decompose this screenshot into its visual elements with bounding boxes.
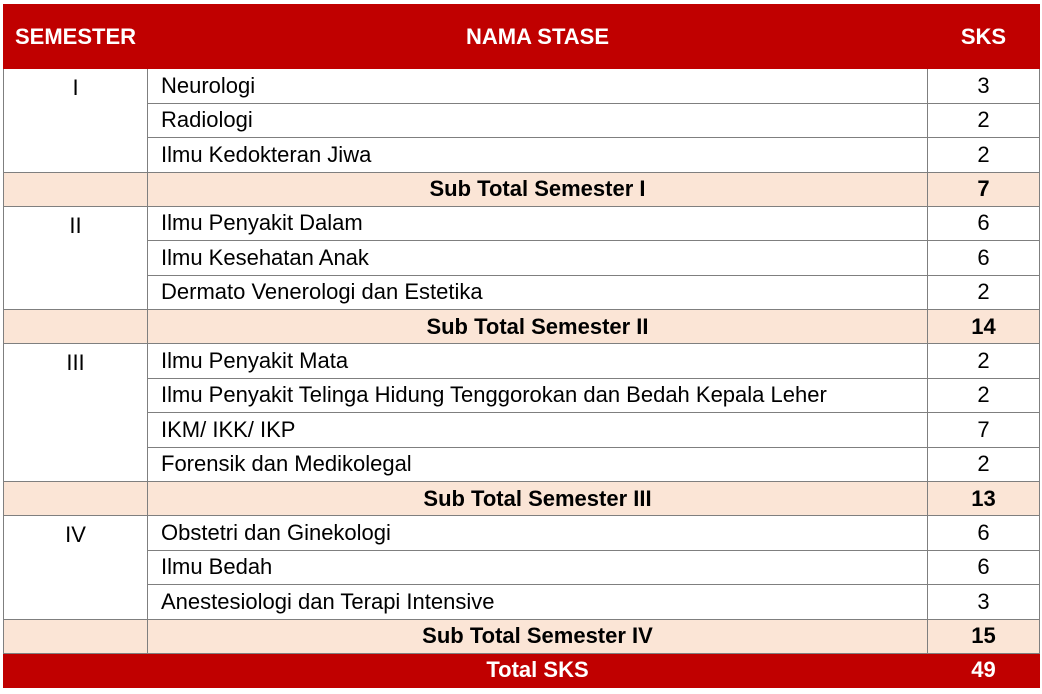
stase-sks: 2: [928, 103, 1040, 138]
table-row: [4, 138, 1040, 173]
table-row: [4, 550, 1040, 585]
stase-name: Ilmu Penyakit Telinga Hidung Tenggorokan dan Bedah Kepala Leher: [148, 378, 928, 413]
stase-sks: 3: [928, 585, 1040, 620]
stase-name: Ilmu Kesehatan Anak: [148, 241, 928, 276]
table-row: [4, 241, 1040, 276]
subtotal-sks: 14: [928, 310, 1040, 344]
stase-name: Ilmu Bedah: [148, 550, 928, 585]
semester-label: IV: [4, 516, 148, 620]
subtotal-label: Sub Total Semester II: [148, 310, 928, 344]
header-sks: SKS: [928, 5, 1040, 69]
stase-sks: 2: [928, 447, 1040, 482]
stase-table: [3, 4, 1040, 688]
subtotal-empty-cell: [4, 619, 148, 653]
subtotal-row: [4, 482, 1040, 516]
stase-sks: 7: [928, 413, 1040, 448]
table-row: [4, 275, 1040, 310]
total-label: Total SKS: [148, 653, 928, 687]
table-row: [4, 447, 1040, 482]
subtotal-row: [4, 172, 1040, 206]
semester-label: III: [4, 344, 148, 482]
table-row: [4, 413, 1040, 448]
table-row: [4, 585, 1040, 620]
stase-name: Anestesiologi dan Terapi Intensive: [148, 585, 928, 620]
table-row: [4, 378, 1040, 413]
subtotal-empty-cell: [4, 310, 148, 344]
stase-name: Forensik dan Medikolegal: [148, 447, 928, 482]
stase-sks: 2: [928, 138, 1040, 173]
subtotal-empty-cell: [4, 482, 148, 516]
stase-sks: 6: [928, 516, 1040, 551]
semester-label: I: [4, 69, 148, 173]
table-row: [4, 206, 1040, 241]
stase-sks: 6: [928, 550, 1040, 585]
subtotal-sks: 7: [928, 172, 1040, 206]
subtotal-row: [4, 310, 1040, 344]
table-header-row: [4, 5, 1040, 69]
subtotal-label: Sub Total Semester IV: [148, 619, 928, 653]
header-nama-stase: NAMA STASE: [148, 5, 928, 69]
stase-name: Ilmu Penyakit Mata: [148, 344, 928, 379]
stase-sks: 2: [928, 344, 1040, 379]
header-semester: SEMESTER: [4, 5, 148, 69]
total-row: [4, 653, 1040, 687]
stase-name: Obstetri dan Ginekologi: [148, 516, 928, 551]
stase-name: Radiologi: [148, 103, 928, 138]
subtotal-sks: 13: [928, 482, 1040, 516]
subtotal-sks: 15: [928, 619, 1040, 653]
stase-sks: 6: [928, 206, 1040, 241]
subtotal-empty-cell: [4, 172, 148, 206]
stase-name: Dermato Venerologi dan Estetika: [148, 275, 928, 310]
stase-sks: 6: [928, 241, 1040, 276]
stase-sks: 3: [928, 69, 1040, 104]
subtotal-label: Sub Total Semester III: [148, 482, 928, 516]
stase-name: IKM/ IKK/ IKP: [148, 413, 928, 448]
table-row: [4, 69, 1040, 104]
total-empty-cell: [4, 653, 148, 687]
stase-sks: 2: [928, 378, 1040, 413]
stase-name: Ilmu Kedokteran Jiwa: [148, 138, 928, 173]
stase-name: Neurologi: [148, 69, 928, 104]
subtotal-row: [4, 619, 1040, 653]
table-body: [4, 69, 1040, 688]
semester-label: II: [4, 206, 148, 310]
table-row: [4, 344, 1040, 379]
table-row: [4, 103, 1040, 138]
table-row: [4, 516, 1040, 551]
subtotal-label: Sub Total Semester I: [148, 172, 928, 206]
stase-name: Ilmu Penyakit Dalam: [148, 206, 928, 241]
total-sks: 49: [928, 653, 1040, 687]
stase-sks: 2: [928, 275, 1040, 310]
